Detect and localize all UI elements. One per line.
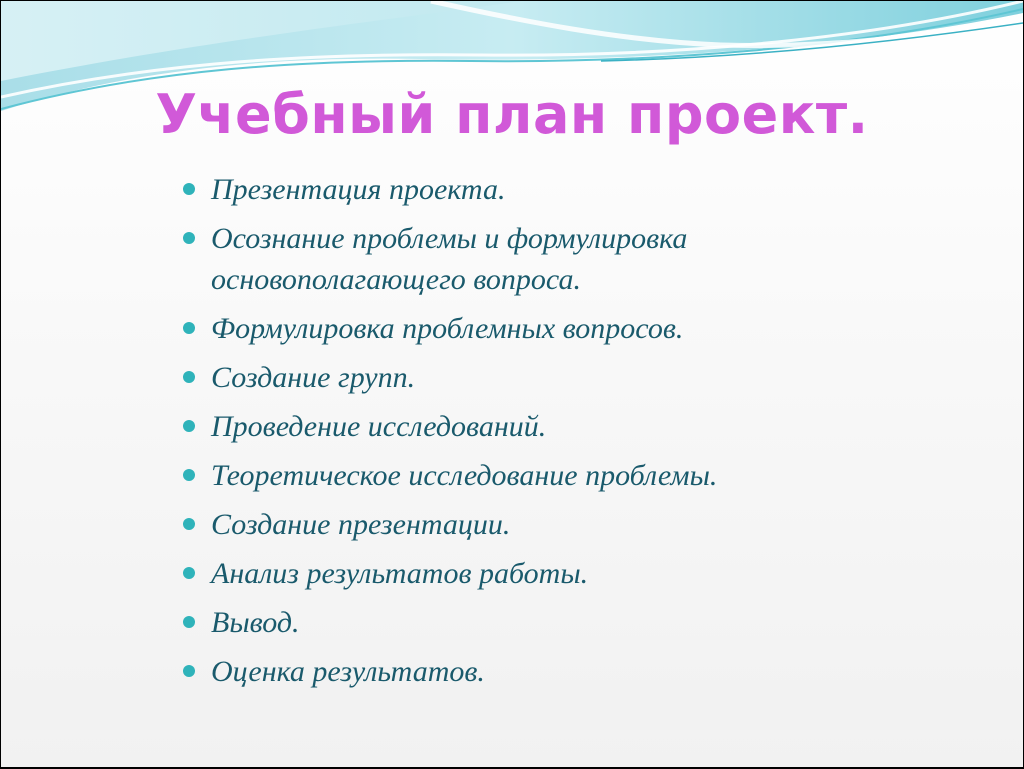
bullet-text: Проведение исследований. (211, 410, 547, 443)
bullet-icon (183, 322, 195, 334)
bullet-text: Анализ результатов работы. (211, 557, 589, 590)
bullet-icon (183, 420, 195, 432)
list-item (183, 553, 903, 594)
list-item (183, 357, 903, 398)
bullet-text: Создание презентации. (211, 508, 511, 541)
bullet-text: Создание групп. (211, 361, 416, 394)
list-item (183, 308, 903, 349)
list-item (183, 169, 903, 210)
bullet-text: Формулировка проблемных вопросов. (211, 312, 684, 345)
slide (1, 1, 1023, 767)
bullet-text: Презентация проекта. (211, 173, 506, 206)
bullet-text: Вывод. (211, 606, 300, 639)
list-item (183, 218, 903, 300)
bullet-icon (183, 469, 195, 481)
list-item (183, 602, 903, 643)
list-item (183, 455, 903, 496)
list-item (183, 406, 903, 447)
list-item (183, 504, 903, 545)
bullet-icon (183, 232, 195, 244)
bullet-icon (183, 371, 195, 383)
bullet-list (183, 169, 903, 700)
bullet-icon (183, 183, 195, 195)
bullet-icon (183, 665, 195, 677)
bullet-icon (183, 518, 195, 530)
bullet-text: Теоретическое исследование проблемы. (211, 459, 718, 492)
bullet-icon (183, 567, 195, 579)
bullet-text: Осознание проблемы и формулировка основополагающего вопроса. (211, 222, 688, 296)
slide-title: Учебный план проект. (155, 83, 869, 146)
list-item (183, 651, 903, 692)
bullet-icon (183, 616, 195, 628)
bullet-text: Оценка результатов. (211, 655, 485, 688)
